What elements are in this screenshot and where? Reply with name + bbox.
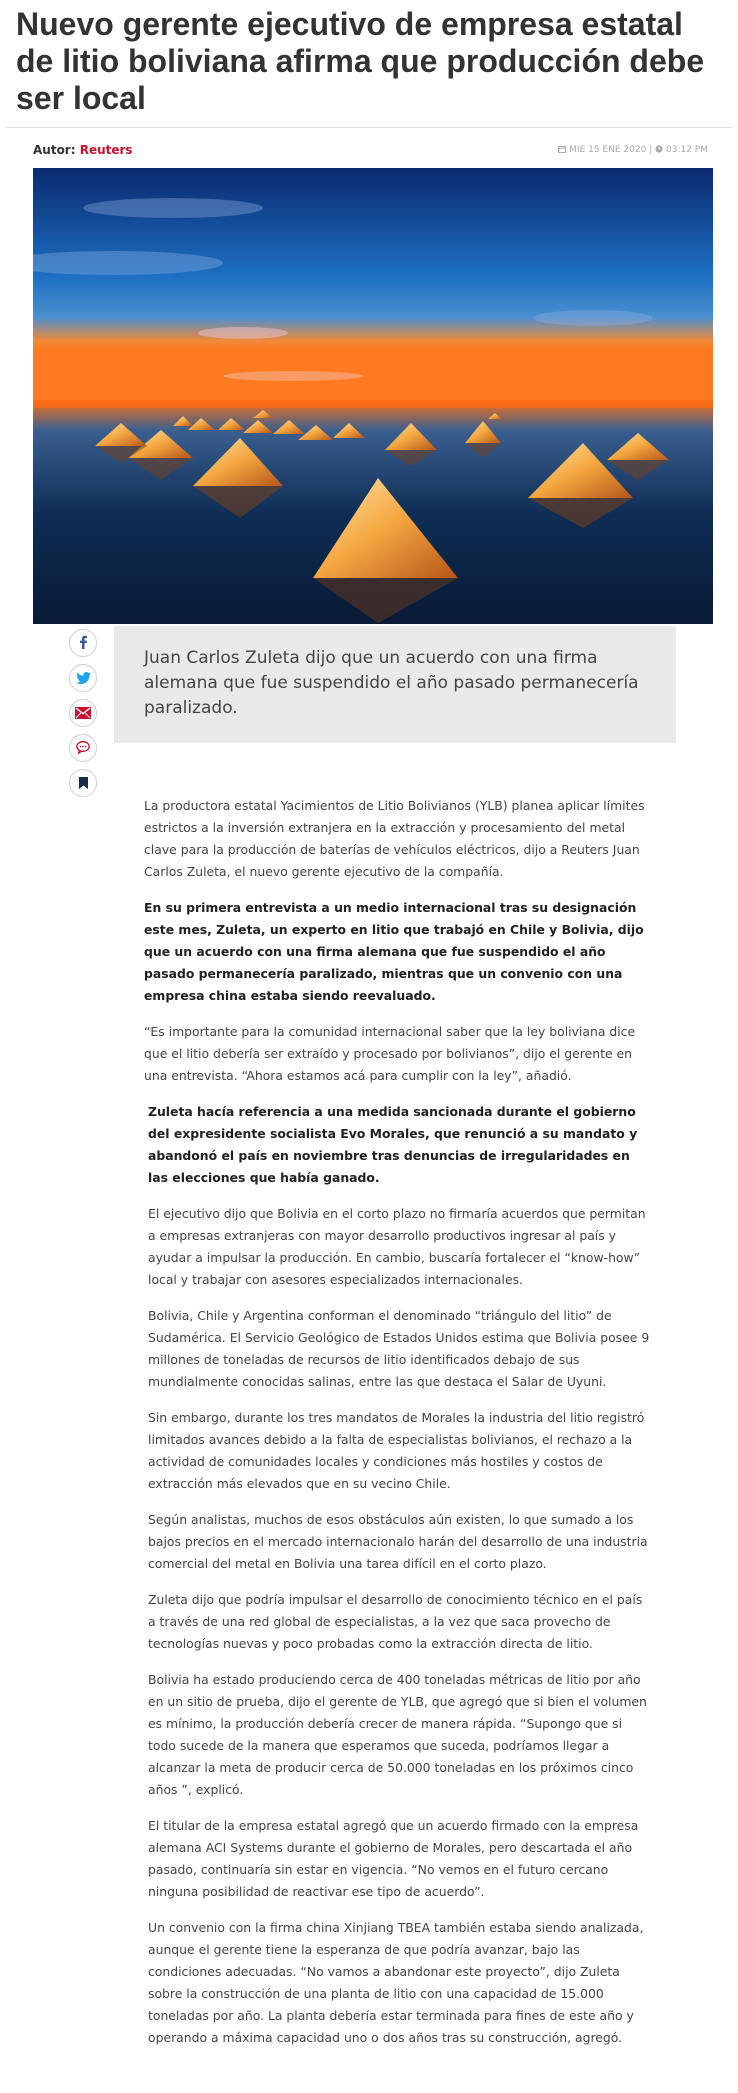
clock-icon [655,145,666,155]
comment-button[interactable] [69,734,97,762]
lead-summary [114,626,676,743]
author-line [33,143,133,157]
bookmark-button[interactable] [69,769,97,797]
paragraph: Según analistas, muchos de esos obstáculos aún existen, lo que sumado a los bajos precios en el mercado internacionalo harán del desarrollo de una industria comercial del metal en Bolivia una tarea difícil en el corto plazo. [148,1512,648,1571]
share-twitter-button[interactable] [69,664,97,692]
share-email-button[interactable] [69,699,97,727]
paragraph: El titular de la empresa estatal agregó que un acuerdo firmado con la empresa alemana ACI Systems durante el gobierno de Morales, pero descartada el año pasado, continuaría sin estar en vigencia. “No vemos en el futuro cercano ninguna posibilidad de reactivar ese tipo de acuerdo”. [148,1818,639,1899]
paragraph: Bolivia ha estado produciendo cerca de 400 toneladas métricas de litio por año en un sitio de prueba, dijo el gerente de YLB, que agregó que si bien el volumen es mínimo, la producción debería crecer de manera rápida. “Supongo que si todo sucede de la manera que esperamos que suceda, podríamos llegar a alcanzar la meta de producir cerca de 50.000 toneladas en los próximos cinco años ”, explicó. [148,1672,647,1797]
share-facebook-button[interactable] [69,629,97,657]
paragraph: Un convenio con la firma china Xinjiang TBEA también estaba siendo analizada, aunque el gerente tiene la esperanza de que podría avanzar, bajo las condiciones adecuadas. “No vamos a abandonar este proyecto”, dijo Zuleta sobre la construcción de una planta de litio con una capacidad de 15.000 toneladas por año. La planta debería estar terminada para fines de este año y operando a máxima capacidad uno o dos años tras su construcción, agregó. [148,1920,644,2045]
page-title: Nuevo gerente ejecutivo de empresa estatal de litio boliviana afirma que producción debe ser local [16,6,705,116]
twitter-icon [76,669,91,688]
calendar-icon [558,145,569,155]
author-label: Autor: [33,143,76,157]
time-text: 03:12 PM [666,145,708,155]
paragraph: Zuleta dijo que podría impulsar el desarrollo de conocimiento técnico en el país a través de una red global de especialistas, a la vez que saca provecho de tecnologías nuevas y poco probadas como la extracción directa de litio. [148,1592,643,1651]
date-text: MIE 15 ENE 2020 [569,145,647,155]
paragraph: Zuleta hacía referencia a una medida sancionada durante el gobierno del expresidente socialista Evo Morales, que renunció a su mandato y abandonó el país en noviembre tras denuncias de irregularidades en las elecciones que había ganado. [148,1104,638,1185]
paragraph: Sin embargo, durante los tres mandatos de Morales la industria del litio registró limitados avances debido a la falta de especialistas bolivianos, el rechazo a la actividad de comunidades locales y condiciones más hostiles y costos de extracción más elevados que en su vecino Chile. [148,1410,645,1491]
email-icon [75,704,91,723]
hero-image [33,168,713,624]
bookmark-icon [79,774,88,793]
comment-icon [76,739,90,758]
article-body [144,795,650,2063]
paragraph: El ejecutivo dijo que Bolivia en el corto plazo no firmaría acuerdos que permitan a empresas extranjeras con mayor desarrollo productivos ingresar al país y ayudar a impulsar la producción. En cambio, buscaría fortalecer el “know-how” local y trabajar con asesores especializados internacionales. [148,1206,646,1287]
paragraph: Bolivia, Chile y Argentina conforman el denominado “triángulo del litio” de Sudamérica. El Servicio Geológico de Estados Unidos estima que Bolivia posee 9 millones de toneladas de recursos de litio identificados debajo de sus mundialmente conocidas salinas, entre las que destaca el Salar de Uyuni. [148,1308,650,1389]
author-link[interactable]: Reuters [79,143,133,157]
paragraph: La productora estatal Yacimientos de Litio Bolivianos (YLB) planea aplicar límites estrictos a la inversión extranjera en la extracción y procesamiento del metal clave para la producción de baterías de vehículos eléctricos, dijo a Reuters Juan Carlos Zuleta, el nuevo gerente ejecutivo de la compañía. [144,798,645,879]
paragraph: En su primera entrevista a un medio internacional tras su designación este mes, Zuleta, un experto en litio que trabajó en Chile y Bolivia, dijo que un acuerdo con una firma alemana que fue suspendido el año pasado permanecería paralizado, mientras que un convenio con una empresa china estaba siendo reevaluado. [144,900,644,1003]
publish-date [558,145,708,155]
title-divider [6,127,732,128]
date-separator: | [649,145,653,155]
lead-text: Juan Carlos Zuleta dijo que un acuerdo con una firma alemana que fue suspendido el año pasado permanecería paralizado. [144,648,639,718]
facebook-icon [78,634,88,653]
paragraph: “Es importante para la comunidad internacional saber que la ley boliviana dice que el litio debería ser extraído y procesado por bolivianos”, dijo el gerente en una entrevista. “Ahora estamos acá para cumplir con la ley”, añadió. [144,1024,636,1083]
share-bar [69,629,99,804]
